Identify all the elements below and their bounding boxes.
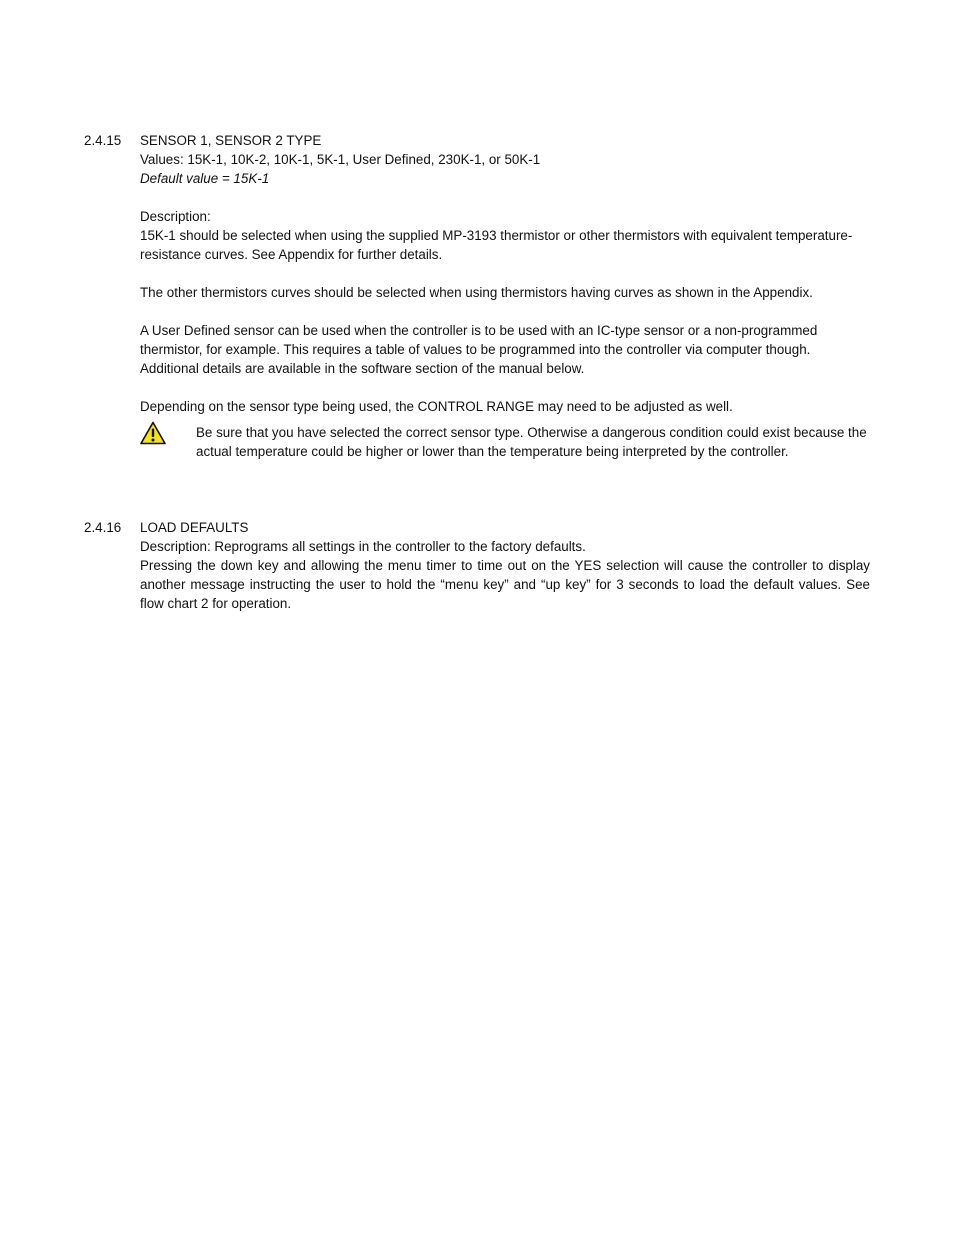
warning-triangle-icon [140,421,166,445]
description-paragraph-1: 15K-1 should be selected when using the supplied MP-3193 thermistor or other thermistors with equivalent temperature-resistance curves. See Appendix for further details. [140,228,853,262]
description-paragraph-3: A User Defined sensor can be used when the controller is to be used with an IC-type sensor or a non-programmed thermistor, for example. This requires a table of values to be programmed into the controller via computer though. Additional details are available in the software section of the manual below. [140,323,818,376]
section-title: SENSOR 1, SENSOR 2 TYPE [140,133,322,148]
description-paragraph-4: Depending on the sensor type being used, the CONTROL RANGE may need to be adjusted as well. [140,399,733,414]
description-paragraph: Pressing the down key and allowing the menu timer to time out on the YES selection will cause the controller to display another message instructing the user to hold the “menu key” and “up key” for 3 seconds to load the default values. See flow chart 2 for operation. [140,558,870,611]
section-body [140,131,870,483]
section-body [140,518,870,613]
warning-note [140,423,870,483]
section-number: 2.4.15 [84,133,122,148]
description-paragraph-2: The other thermistors curves should be selected when using thermistors having curves as shown in the Appendix. [140,285,813,300]
description-label: Description: [140,209,211,224]
default-value-line: Default value = 15K-1 [140,171,270,186]
section-title: LOAD DEFAULTS [140,520,249,535]
section-number: 2.4.16 [84,520,122,535]
warning-text: Be sure that you have selected the correct sensor type. Otherwise a dangerous condition could exist because the actual temperature could be higher or lower than the temperature being interpreted by the controller. [196,425,867,459]
description-line: Description: Reprograms all settings in the controller to the factory defaults. [140,539,586,554]
values-line: Values: 15K-1, 10K-2, 10K-1, 5K-1, User Defined, 230K-1, or 50K-1 [140,152,541,167]
